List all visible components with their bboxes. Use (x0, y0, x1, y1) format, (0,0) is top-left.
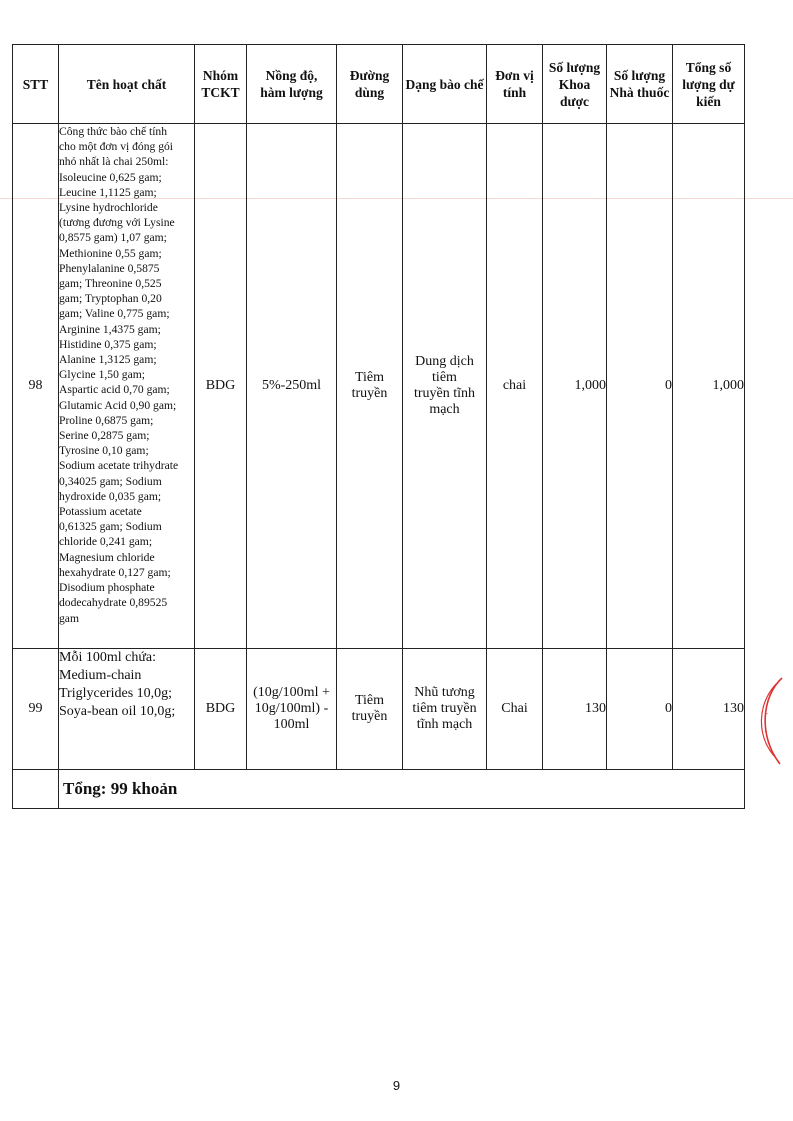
svg-text:·: · (764, 728, 767, 736)
drug-list-table (12, 44, 745, 809)
header-active-ingredient: Tên hoạt chất (59, 45, 195, 124)
header-total-qty: Tổng số lượng dự kiến (673, 45, 745, 124)
header-route: Đường dùng (337, 45, 403, 124)
row-unit: chai (487, 124, 543, 649)
total-cell (59, 770, 745, 809)
row-ingredient: Mỗi 100ml chứa: Medium-chain Triglycerides 10,0g; Soya-bean oil 10,0g; (59, 649, 195, 770)
table-row (13, 649, 745, 770)
header-row (13, 45, 745, 124)
row-route: Tiêm truyền (337, 649, 403, 770)
header-concentration: Nồng độ, hàm lượng (247, 45, 337, 124)
row-dosage-form: Nhũ tương tiêm truyền tĩnh mạch (403, 649, 487, 770)
row-group: BDG (195, 649, 247, 770)
row-qty-pharmacy-dept: 1,000 (543, 124, 607, 649)
row-stt: 98 (13, 124, 59, 649)
header-stt: STT (13, 45, 59, 124)
header-unit: Đơn vị tính (487, 45, 543, 124)
svg-text:·: · (766, 710, 769, 718)
row-total-qty: 1,000 (673, 124, 745, 649)
header-group: Nhóm TCKT (195, 45, 247, 124)
total-label: Tổng: 99 khoản (63, 779, 178, 798)
row-dosage-form: Dung dịch tiêm truyền tĩnh mạch (403, 124, 487, 649)
row-qty-pharmacy-dept: 130 (543, 649, 607, 770)
row-qty-drugstore: 0 (607, 124, 673, 649)
row-stt: 99 (13, 649, 59, 770)
row-qty-drugstore: 0 (607, 649, 673, 770)
row-total-qty: 130 (673, 649, 745, 770)
table-row (13, 124, 745, 649)
row-route: Tiêm truyền (337, 124, 403, 649)
row-unit: Chai (487, 649, 543, 770)
header-dosage-form: Dạng bào chế (403, 45, 487, 124)
total-empty-cell (13, 770, 59, 809)
header-qty-drugstore: Số lượng Nhà thuốc (607, 45, 673, 124)
page-number: 9 (392, 1078, 401, 1093)
row-group: BDG (195, 124, 247, 649)
red-stamp-fragment (752, 676, 786, 766)
total-row (13, 770, 745, 809)
row-concentration: 5%-250ml (247, 124, 337, 649)
row-ingredient: Công thức bào chế tính cho một đơn vị đóng gói nhỏ nhất là chai 250ml: Isoleucine 0,625 gam; Leucine 1,1125 gam; Lysine hydrochloride (tương đương với Lysine 0,8575 gam) 1,07 gam; Methionine 0,55 gam; Phenylalanine 0,5875 gam; Threonine 0,525 gam; Tryptophan 0,20 gam; Valine 0,775 gam; Arginine 1,4375 gam; Histidine 0,375 gam; Alanine 1,3125 gam; Glycine 1,50 gam; Aspartic acid 0,70 gam; Glutamic Acid 0,90 gam; Proline 0,6875 gam; Serine 0,2875 gam; Tyrosine 0,10 gam; Sodium acetate trihydrate 0,34025 gam; Sodium hydroxide 0,035 gam; Potassium acetate 0,61325 gam; Sodium chloride 0,241 gam; Magnesium chloride hexahydrate 0,127 gam; Disodium phosphate dodecahydrate 0,89525 gam (59, 124, 195, 649)
row-concentration: (10g/100ml + 10g/100ml) - 100ml (247, 649, 337, 770)
header-qty-pharmacy-dept: Số lượng Khoa dược (543, 45, 607, 124)
